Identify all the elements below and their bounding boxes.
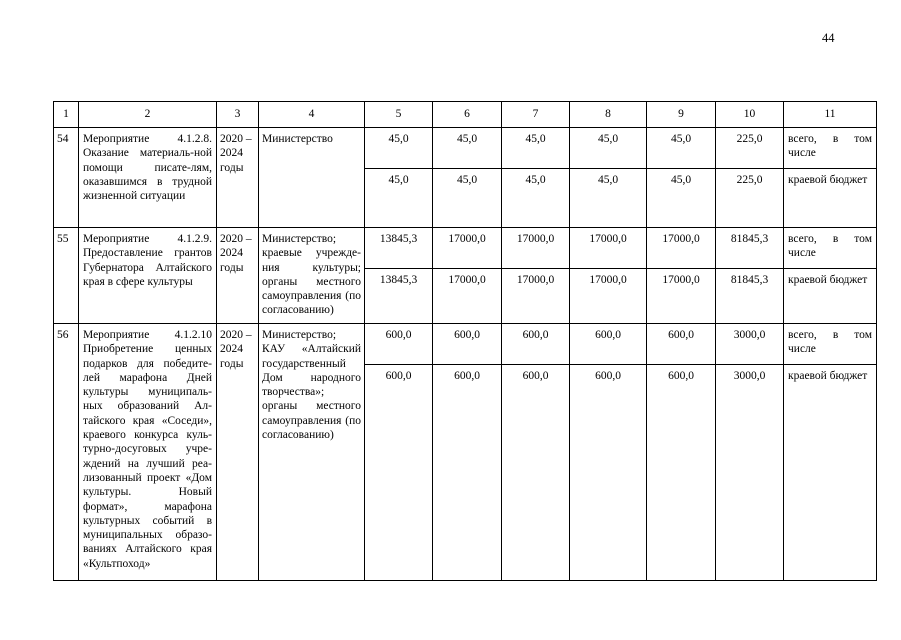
- funding-note-text: всего, в том числе: [788, 133, 872, 160]
- executor: Министерство; КАУ «Алтайский государственный Дом народного творчества»; органы местного самоуправления (по согласованию): [259, 324, 365, 581]
- value-cell: 45,0: [647, 128, 716, 169]
- page-number: 44: [822, 31, 835, 45]
- header-cell: 10: [716, 102, 784, 128]
- row-number: 56: [54, 324, 79, 581]
- funding-note: [784, 269, 877, 324]
- years: 2020 – 2024 годы: [217, 324, 259, 581]
- years: 2020 – 2024 годы: [217, 128, 259, 228]
- value-cell: 600,0: [570, 324, 647, 365]
- value-cell: 600,0: [570, 365, 647, 581]
- value-cell: 17000,0: [570, 228, 647, 269]
- header-cell: 9: [647, 102, 716, 128]
- value-cell: 600,0: [502, 324, 570, 365]
- activity-name: Мероприятие 4.1.2.9. Предоставление грантов Губернатора Алтайского края в сфере культуры: [79, 228, 217, 324]
- activity-name: Мероприятие 4.1.2.10 Приобретение ценных подарков для победите-лей марафона Дней культуры муниципаль-ных образований Ал-тайского края «Соседи», краевого конкурса куль-турно-досуговых учре-ждений на лучший реа-лизованный проект «Дом культуры. Новый формат», марафона культурных событий в муниципальных образо-ваниях Алтайского края «Культпоход»: [79, 324, 217, 581]
- table-row: [54, 324, 877, 365]
- value-cell: 17000,0: [647, 228, 716, 269]
- total-cell: 81845,3: [716, 228, 784, 269]
- value-cell: 17000,0: [570, 269, 647, 324]
- table-row: [54, 128, 877, 169]
- funding-note-text: всего, в том числе: [788, 329, 872, 356]
- value-cell: 600,0: [365, 324, 433, 365]
- value-cell: 45,0: [502, 169, 570, 228]
- value-cell: 17000,0: [433, 269, 502, 324]
- funding-note: [784, 228, 877, 269]
- row-number: 54: [54, 128, 79, 228]
- header-cell: 1: [54, 102, 79, 128]
- header-cell: 5: [365, 102, 433, 128]
- value-cell: 600,0: [433, 324, 502, 365]
- funding-note-text: краевой бюджет: [788, 174, 868, 186]
- value-cell: 17000,0: [502, 269, 570, 324]
- funding-note: [784, 324, 877, 365]
- value-cell: 45,0: [433, 128, 502, 169]
- value-cell: 45,0: [365, 128, 433, 169]
- value-cell: 600,0: [647, 365, 716, 581]
- total-cell: 3000,0: [716, 365, 784, 581]
- value-cell: 600,0: [502, 365, 570, 581]
- value-cell: 45,0: [365, 169, 433, 228]
- value-cell: 45,0: [570, 128, 647, 169]
- value-cell: 13845,3: [365, 228, 433, 269]
- total-cell: 225,0: [716, 169, 784, 228]
- header-cell: 8: [570, 102, 647, 128]
- funding-note: [784, 169, 877, 228]
- value-cell: 17000,0: [502, 228, 570, 269]
- row-number: 55: [54, 228, 79, 324]
- executor: Министерство; краевые учрежде-ния культуры; органы местного самоуправления (по согласованию): [259, 228, 365, 324]
- years: 2020 – 2024 годы: [217, 228, 259, 324]
- table-row: [54, 228, 877, 269]
- header-cell: 4: [259, 102, 365, 128]
- value-cell: 600,0: [647, 324, 716, 365]
- value-cell: 17000,0: [647, 269, 716, 324]
- header-cell: 7: [502, 102, 570, 128]
- funding-note-text: краевой бюджет: [788, 274, 868, 286]
- funding-note: [784, 365, 877, 581]
- value-cell: 45,0: [647, 169, 716, 228]
- header-cell: 2: [79, 102, 217, 128]
- total-cell: 81845,3: [716, 269, 784, 324]
- executor: Министерство: [259, 128, 365, 228]
- value-cell: 600,0: [433, 365, 502, 581]
- budget-table: [53, 101, 877, 581]
- funding-note: [784, 128, 877, 169]
- funding-note-text: краевой бюджет: [788, 370, 868, 382]
- header-cell: 3: [217, 102, 259, 128]
- header-cell: 11: [784, 102, 877, 128]
- value-cell: 45,0: [433, 169, 502, 228]
- value-cell: 13845,3: [365, 269, 433, 324]
- total-cell: 3000,0: [716, 324, 784, 365]
- table-header-row: [54, 102, 877, 128]
- value-cell: 600,0: [365, 365, 433, 581]
- value-cell: 45,0: [570, 169, 647, 228]
- total-cell: 225,0: [716, 128, 784, 169]
- value-cell: 17000,0: [433, 228, 502, 269]
- value-cell: 45,0: [502, 128, 570, 169]
- activity-name: Мероприятие 4.1.2.8. Оказание материаль-ной помощи писате-лям, оказавшимся в трудной жизненной ситуации: [79, 128, 217, 228]
- funding-note-text: всего, в том числе: [788, 233, 872, 260]
- header-cell: 6: [433, 102, 502, 128]
